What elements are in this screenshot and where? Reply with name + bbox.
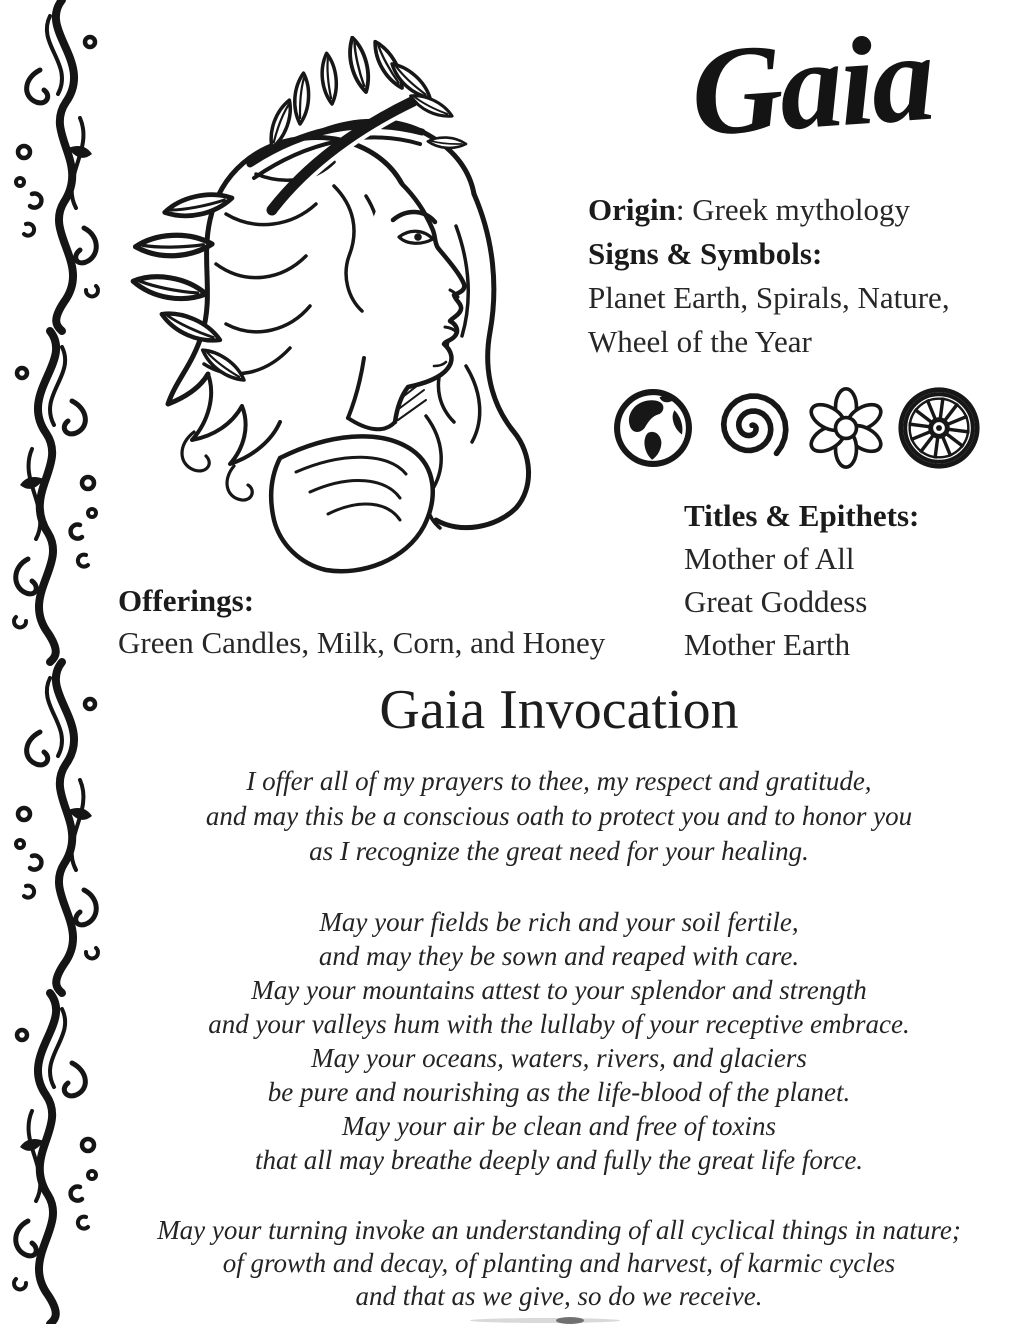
signs-symbols-label: Signs & Symbols: bbox=[588, 236, 823, 271]
invocation-line: May your fields be rich and your soil fertile, bbox=[319, 907, 799, 937]
invocation-stanza-3 bbox=[108, 1214, 1010, 1313]
invocation-line: May your turning invoke an understanding of all cyclical things in nature; bbox=[157, 1215, 961, 1245]
page-edge-artifact bbox=[556, 1317, 584, 1324]
invocation-line: May your air be clean and free of toxins bbox=[342, 1111, 776, 1141]
gaia-portrait-illustration bbox=[104, 36, 570, 584]
title-item: Mother of All bbox=[684, 541, 855, 576]
page-edge-artifact bbox=[470, 1318, 620, 1323]
wheel-of-the-year-icon bbox=[895, 382, 983, 474]
invocation-line: and may they be sown and reaped with care. bbox=[318, 941, 800, 971]
invocation-section bbox=[108, 676, 1010, 1313]
invocation-line: be pure and nourishing as the life-blood of the planet. bbox=[267, 1077, 851, 1107]
invocation-line: that all may breathe deeply and fully the great life force. bbox=[254, 1145, 864, 1175]
signs-line-2: Wheel of the Year bbox=[588, 324, 812, 359]
invocation-line: of growth and decay, of planting and harvest, of karmic cycles bbox=[222, 1248, 896, 1278]
offerings-value: Green Candles, Milk, Corn, and Honey bbox=[118, 625, 606, 660]
offerings-label: Offerings: bbox=[118, 583, 255, 618]
origin-value: : Greek mythology bbox=[675, 192, 911, 227]
invocation-line: I offer all of my prayers to thee, my respect and gratitude, bbox=[246, 766, 872, 796]
origin-label: Origin bbox=[588, 192, 676, 227]
invocation-line: May your oceans, waters, rivers, and glaciers bbox=[311, 1043, 807, 1073]
deity-info-block bbox=[588, 188, 950, 364]
signs-line-1: Planet Earth, Spirals, Nature, bbox=[588, 280, 950, 315]
invocation-line: and your valleys hum with the lullaby of your receptive embrace. bbox=[208, 1009, 910, 1039]
origin-line bbox=[588, 188, 950, 232]
ornamental-border-icon bbox=[0, 0, 112, 1324]
title-item: Mother Earth bbox=[684, 627, 851, 662]
invocation-title: Gaia Invocation bbox=[379, 679, 739, 741]
invocation-stanza-2 bbox=[108, 905, 1010, 1177]
deity-name-title: Gaia bbox=[686, 7, 936, 164]
invocation-line: as I recognize the great need for your healing. bbox=[309, 836, 809, 866]
flower-icon bbox=[805, 382, 887, 474]
invocation-line: May your mountains attest to your splendor and strength bbox=[251, 975, 867, 1005]
titles-epithets-block bbox=[684, 494, 919, 666]
title-item: Great Goddess bbox=[684, 584, 868, 619]
spiral-icon bbox=[703, 382, 797, 474]
earth-globe-icon bbox=[611, 382, 695, 474]
symbols-row bbox=[611, 380, 993, 476]
invocation-line: and that as we give, so do we receive. bbox=[355, 1281, 763, 1311]
spiral-icon-path bbox=[724, 396, 786, 453]
titles-epithets-label: Titles & Epithets: bbox=[684, 498, 920, 533]
offerings-block bbox=[118, 580, 605, 664]
invocation-line: and may this be a conscious oath to protect you and to honor you bbox=[205, 801, 913, 831]
invocation-stanza-1 bbox=[108, 764, 1010, 869]
